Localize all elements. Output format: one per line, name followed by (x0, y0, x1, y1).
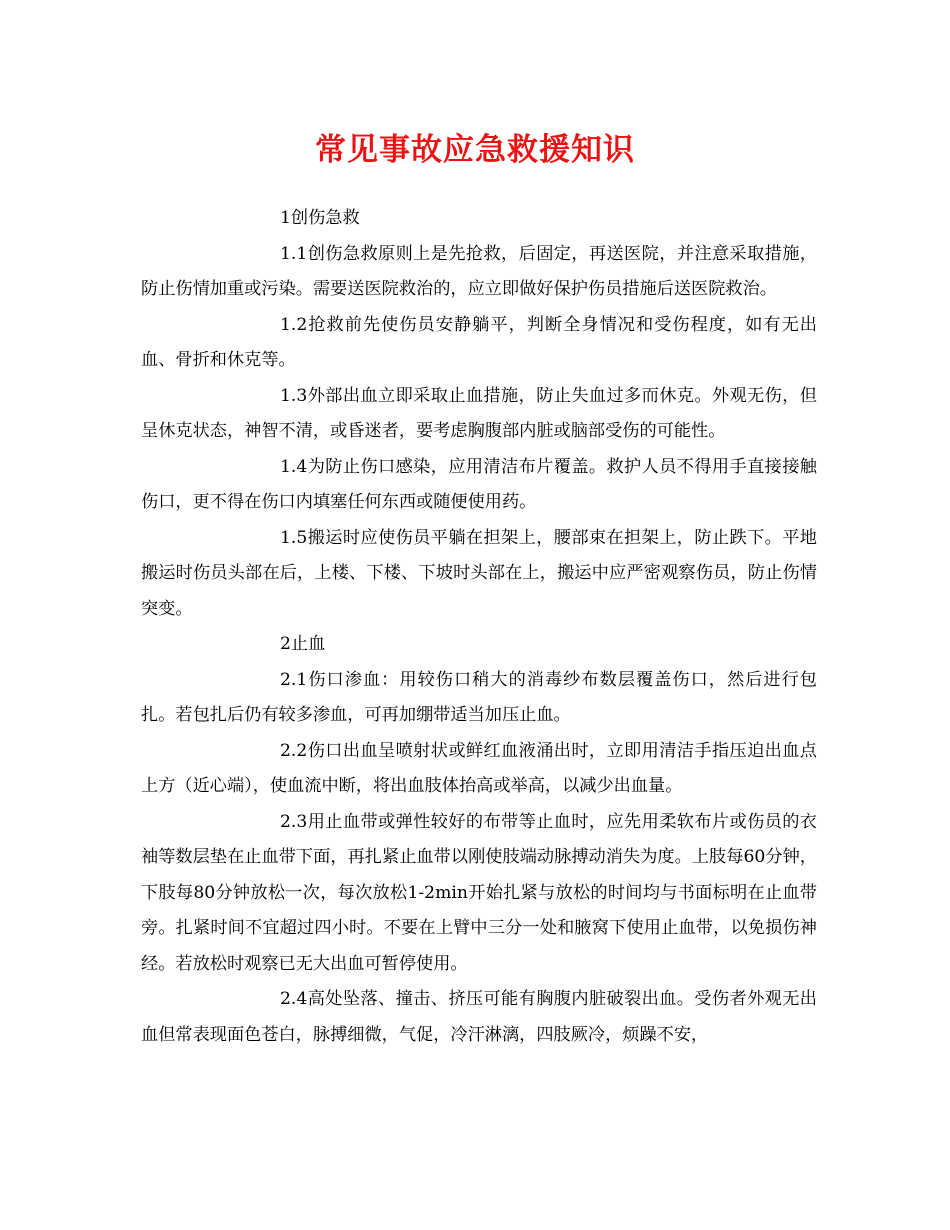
paragraph: 1.5搬运时应使伤员平躺在担架上，腰部束在担架上，防止跌下。平地搬运时伤员头部在后，上楼、下楼、下坡时头部在上，搬运中应严密观察伤员，防止伤情突变。 (141, 527, 817, 619)
paragraph: 2.4高处坠落、撞击、挤压可能有胸腹内脏破裂出血。受伤者外观无出血但常表现面色苍白，脉搏细微，气促，冷汗淋漓，四肢厥冷，烦躁不安， (141, 989, 817, 1045)
paragraph: 2.3用止血带或弹性较好的布带等止血时，应先用柔软布片或伤员的衣袖等数层垫在止血带下面，再扎紧止血带以刚使肢端动脉搏动消失为度。上肢每60分钟，下肢每80分钟放松一次，每次放松1-2min开始扎紧与放松的时间均与书面标明在止血带旁。扎紧时间不宜超过四小时。不要在上臂中三分一处和腋窝下使用止血带，以免损伤神经。若放松时观察已无大出血可暂停使用。 (141, 811, 817, 974)
paragraph: 2.2伤口出血呈喷射状或鲜红血液涌出时，立即用清洁手指压迫出血点上方（近心端），使血流中断，将出血肢体抬高或举高，以减少出血量。 (141, 740, 817, 796)
paragraph: 1.2抢救前先使伤员安静躺平，判断全身情况和受伤程度，如有无出血、骨折和休克等。 (141, 314, 817, 370)
paragraph: 1.3外部出血立即采取止血措施，防止失血过多而休克。外观无伤，但呈休克状态，神智不清，或昏迷者，要考虑胸腹部内脏或脑部受伤的可能性。 (141, 385, 817, 441)
paragraph: 1.4为防止伤口感染，应用清洁布片覆盖。救护人员不得用手直接接触伤口，更不得在伤口内填塞任何东西或随便使用药。 (141, 456, 817, 512)
paragraph: 2.1伤口渗血：用较伤口稍大的消毒纱布数层覆盖伤口，然后进行包扎。若包扎后仍有较多渗血，可再加绷带适当加压止血。 (141, 669, 817, 725)
document-title: 常见事故应急救援知识 (315, 132, 635, 168)
section-heading: 1创伤急救 (280, 208, 360, 228)
section-heading: 2止血 (280, 634, 326, 654)
document-body (141, 201, 817, 1053)
paragraph: 1.1创伤急救原则上是先抢救，后固定，再送医院，并注意采取措施，防止伤情加重或污染。需要送医院救治的，应立即做好保护伤员措施后送医院救治。 (141, 243, 817, 299)
